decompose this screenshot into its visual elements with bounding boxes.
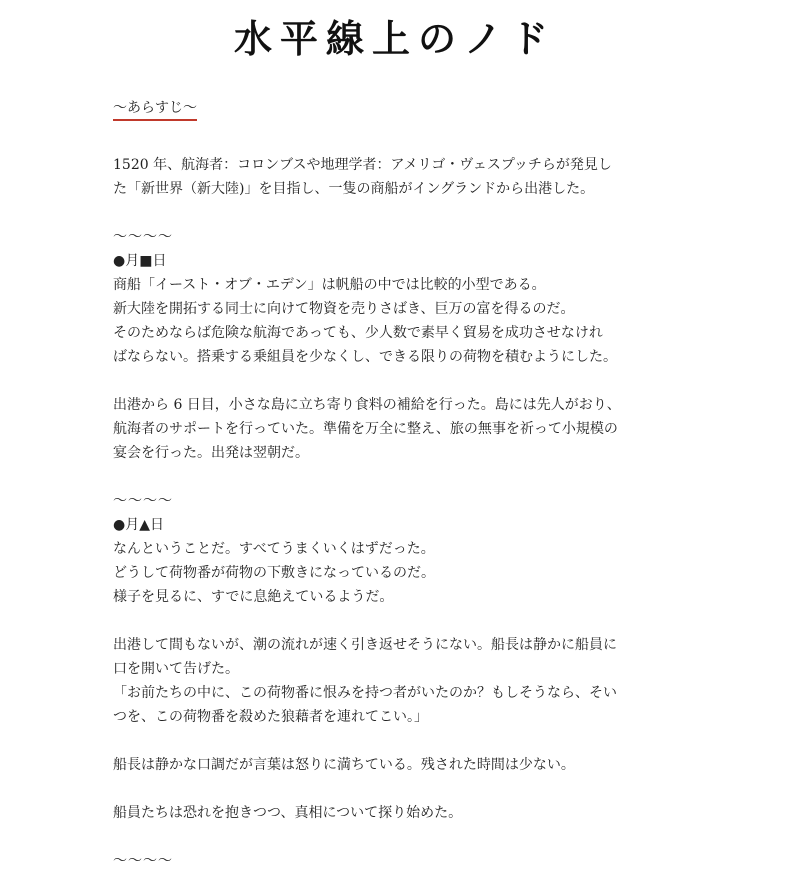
text-line: どうして荷物番が荷物の下敷きになっているのだ。 <box>113 565 435 581</box>
section-separator: ～～～～ <box>113 493 173 509</box>
text-line: 口を開いて告げた。 <box>113 661 239 677</box>
section-separator: ～～～～ <box>113 229 173 245</box>
text-line: 船員たちは恐れを抱きつつ、真相について探り始めた。 <box>113 805 463 821</box>
diary-paragraph <box>113 633 683 729</box>
spacer <box>113 201 683 225</box>
spacer <box>113 729 683 753</box>
text-line: た「新世界（新大陸)」を目指し、一隻の商船がイングランドから出港した。 <box>113 181 595 197</box>
spacer <box>113 777 683 801</box>
synopsis-heading: ～あらすじ～ <box>113 97 197 121</box>
diary-paragraph <box>113 537 683 609</box>
text-line: 宴会を行った。出発は翌朝だ。 <box>113 445 309 461</box>
diary-date: ●月■日 <box>113 253 167 269</box>
diary-date: ●月▲日 <box>113 517 164 533</box>
text-line: 新大陸を開拓する同士に向けて物資を売りさばき、巨万の富を得るのだ。 <box>113 301 575 317</box>
section-separator: ～～～～ <box>113 853 173 869</box>
text-line: 船長は静かな口調だが言葉は怒りに満ちている。残された時間は少ない。 <box>113 757 575 773</box>
spacer <box>113 369 683 393</box>
text-line: ばならない。搭乗する乗組員を少なくし、できる限りの荷物を積むようにした。 <box>113 349 617 365</box>
text-line: 1520 年、航海者：コロンブスや地理学者：アメリゴ・ヴェスプッチらが発見し <box>113 157 612 173</box>
text-line: 様子を見るに、すでに息絶えているようだ。 <box>113 589 394 605</box>
diary-paragraph <box>113 273 683 369</box>
text-line: 出港から 6 日目，小さな島に立ち寄り食料の補給を行った。島には先人がおり、 <box>113 397 621 413</box>
document-body <box>113 96 683 873</box>
document-title: 水平線上のノド <box>233 16 556 61</box>
spacer <box>113 121 683 145</box>
text-line: 「お前たちの中に、この荷物番に恨みを持つ者がいたのか？もしそうなら、そい <box>113 685 617 701</box>
diary-paragraph <box>113 393 683 465</box>
spacer <box>113 465 683 489</box>
spacer <box>113 145 683 153</box>
text-line: なんということだ。すべてうまくいくはずだった。 <box>113 541 435 557</box>
diary-paragraph <box>113 801 683 825</box>
spacer <box>113 609 683 633</box>
text-line: 出港して間もないが、潮の流れが速く引き返せそうにない。船長は静かに船員に <box>113 637 617 653</box>
spacer <box>113 825 683 849</box>
text-line: そのためならば危険な航海であっても、少人数で素早く貿易を成功させなけれ <box>113 325 603 341</box>
intro-paragraph <box>113 153 683 201</box>
text-line: つを、この荷物番を殺めた狼藉者を連れてこい。」 <box>113 709 428 725</box>
text-line: 航海者のサポートを行っていた。準備を万全に整え、旅の無事を祈って小規模の <box>113 421 618 437</box>
text-line: 商船「イースト・オブ・エデン」は帆船の中では比較的小型である。 <box>113 277 546 293</box>
diary-paragraph <box>113 753 683 777</box>
